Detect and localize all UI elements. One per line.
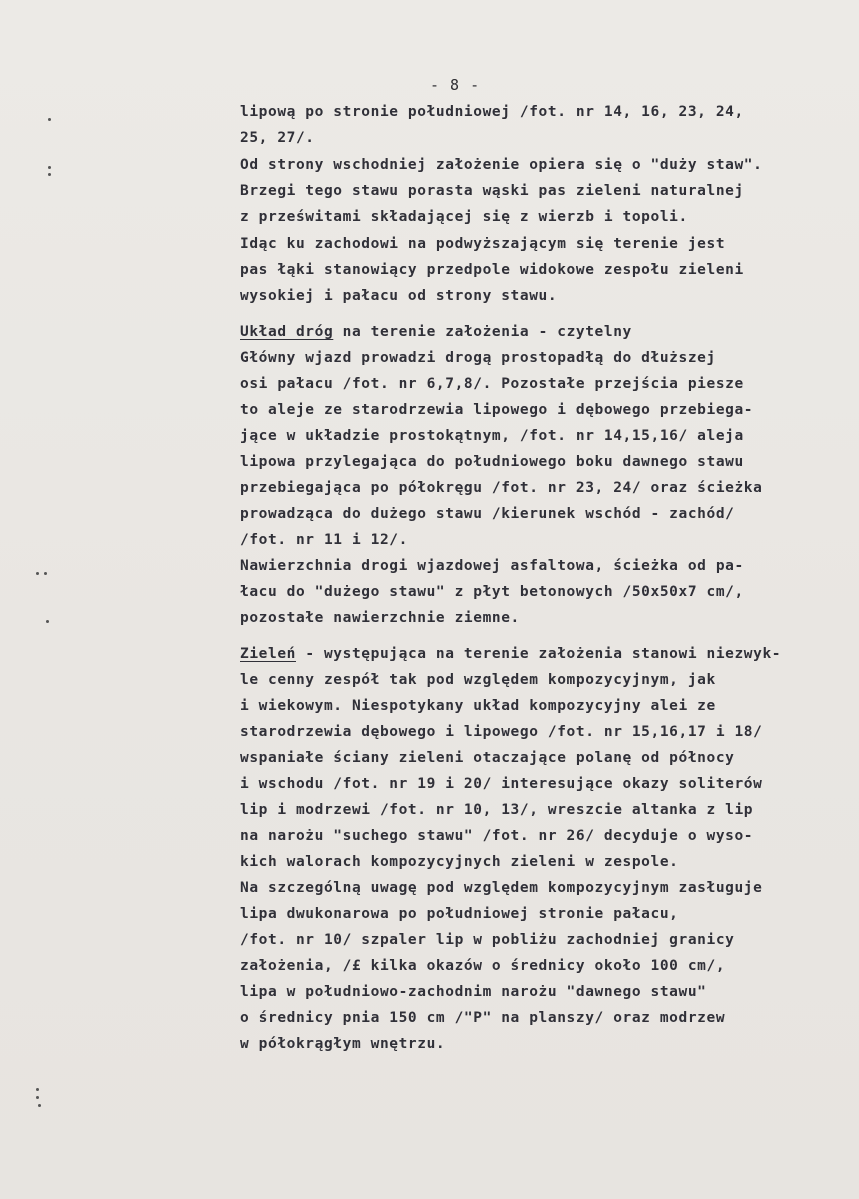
section-heading-greenery: Zieleń bbox=[240, 646, 296, 662]
text-line: wspaniałe ściany zieleni otaczające polanę od północy bbox=[240, 750, 735, 766]
text-line: łacu do "dużego stawu" z płyt betonowych /50x50x7 cm/, bbox=[240, 584, 744, 600]
margin-dot bbox=[36, 1096, 39, 1099]
text-line: w półokrągłym wnętrzu. bbox=[240, 1036, 446, 1052]
text-line: Na szczególną uwagę pod względem kompozycyjnym zasługuje bbox=[240, 880, 763, 896]
margin-dot bbox=[36, 572, 39, 575]
text-line: i wiekowym. Niespotykany układ kompozycyjny alei ze bbox=[240, 698, 716, 714]
text-line: osi pałacu /fot. nr 6,7,8/. Pozostałe przejścia piesze bbox=[240, 376, 744, 392]
text-line: prowadząca do dużego stawu /kierunek wschód - zachód/ bbox=[240, 506, 735, 522]
text-line: kich walorach kompozycyjnych zieleni w zespole. bbox=[240, 854, 679, 870]
text-line: Główny wjazd prowadzi drogą prostopadłą do dłuższej bbox=[240, 350, 716, 366]
text-line: lipowa przylegająca do południowego boku dawnego stawu bbox=[240, 454, 744, 470]
text-line: Idąc ku zachodowi na podwyższającym się terenie jest bbox=[240, 236, 726, 252]
text-line: /fot. nr 11 i 12/. bbox=[240, 532, 408, 548]
text-line: starodrzewia dębowego i lipowego /fot. nr 15,16,17 i 18/ bbox=[240, 724, 763, 740]
text-line: lipa dwukonarowa po południowej stronie pałacu, bbox=[240, 906, 679, 922]
page-number: - 8 - bbox=[430, 76, 481, 94]
section-line-greenery bbox=[240, 646, 781, 662]
text-line: założenia, /£ kilka okazów o średnicy około 100 cm/, bbox=[240, 958, 726, 974]
text-fragment: - występująca na terenie założenia stanowi niezwyk- bbox=[295, 646, 782, 662]
margin-dot bbox=[48, 118, 51, 121]
text-line: Od strony wschodniej założenie opiera się o "duży staw". bbox=[240, 157, 763, 173]
text-line: /fot. nr 10/ szpaler lip w pobliżu zachodniej granicy bbox=[240, 932, 735, 948]
text-line: Nawierzchnia drogi wjazdowej asfaltowa, ścieżka od pa- bbox=[240, 558, 744, 574]
text-line: lip i modrzewi /fot. nr 10, 13/, wreszcie altanka z lip bbox=[240, 802, 754, 818]
margin-dot bbox=[48, 173, 51, 176]
text-line: jące w układzie prostokątnym, /fot. nr 14,15,16/ aleja bbox=[240, 428, 744, 444]
text-line: i wschodu /fot. nr 19 i 20/ interesujące okazy soliterów bbox=[240, 776, 763, 792]
margin-dot bbox=[36, 1088, 39, 1091]
text-line: przebiegająca po półokręgu /fot. nr 23, 24/ oraz ścieżka bbox=[240, 480, 763, 496]
text-line: z prześwitami składającej się z wierzb i topoli. bbox=[240, 209, 688, 225]
text-line: wysokiej i pałacu od strony stawu. bbox=[240, 288, 558, 304]
text-line: le cenny zespół tak pod względem kompozycyjnym, jak bbox=[240, 672, 716, 688]
text-line: o średnicy pnia 150 cm /"P" na planszy/ oraz modrzew bbox=[240, 1010, 726, 1026]
section-heading-roads: Układ dróg bbox=[240, 324, 334, 340]
text-line: pozostałe nawierzchnie ziemne. bbox=[240, 610, 520, 626]
margin-dot bbox=[44, 572, 47, 575]
text-line: na narożu "suchego stawu" /fot. nr 26/ decyduje o wyso- bbox=[240, 828, 754, 844]
margin-dot bbox=[38, 1104, 41, 1107]
text-line: lipa w południowo-zachodnim narożu "dawnego stawu" bbox=[240, 984, 707, 1000]
text-line: Brzegi tego stawu porasta wąski pas zieleni naturalnej bbox=[240, 183, 744, 199]
margin-dot bbox=[48, 166, 51, 169]
text-line: lipową po stronie południowej /fot. nr 14, 16, 23, 24, bbox=[240, 104, 744, 120]
text-line: 25, 27/. bbox=[240, 130, 315, 146]
text-fragment: na terenie założenia - czytelny bbox=[342, 324, 632, 340]
margin-dot bbox=[46, 620, 49, 623]
text-line: to aleje ze starodrzewia lipowego i dębowego przebiega- bbox=[240, 402, 754, 418]
text-line: pas łąki stanowiący przedpole widokowe zespołu zieleni bbox=[240, 262, 744, 278]
section-line-roads bbox=[240, 324, 632, 340]
